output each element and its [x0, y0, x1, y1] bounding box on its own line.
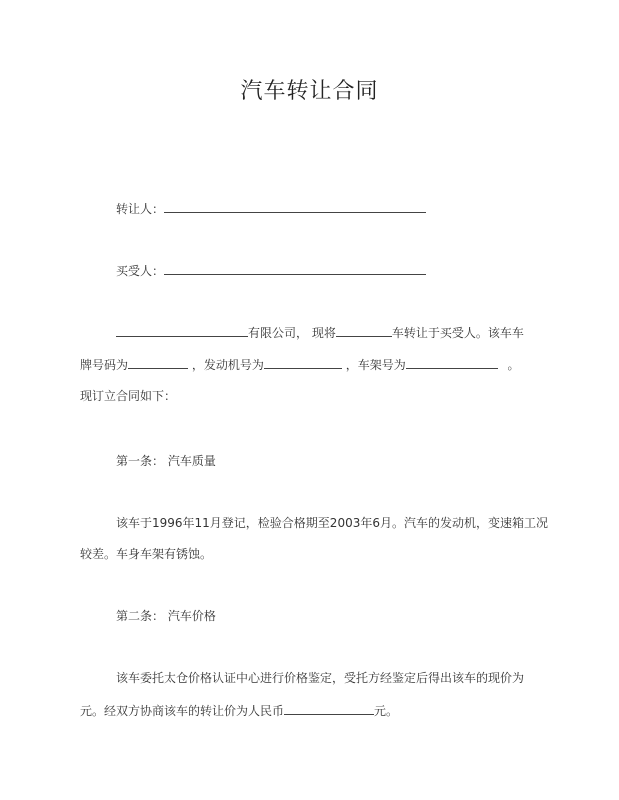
car-blank[interactable]: [336, 324, 392, 337]
transferee-blank[interactable]: [164, 262, 426, 275]
intro-text: ，车架号为: [345, 358, 406, 372]
transferor-label: 转让人：: [116, 202, 165, 216]
intro-text: 有限公司， 现将: [248, 326, 336, 340]
article1-heading: 第一条： 汽车质量: [116, 454, 216, 468]
intro-line-3: 现订立合同如下：: [80, 389, 177, 403]
frame-number-blank[interactable]: [406, 356, 498, 369]
plate-number-blank[interactable]: [128, 356, 188, 369]
transferee-row: [116, 262, 426, 279]
price-blank[interactable]: [284, 702, 374, 715]
transferee-label: 买受人：: [116, 264, 165, 278]
transferor-row: [116, 200, 426, 217]
article2-line1: 该车委托太仓价格认证中心进行价格鉴定，受托方经鉴定后得出该车的现价为: [116, 671, 525, 685]
intro-text: ，发动机号为: [191, 358, 264, 372]
transferor-blank[interactable]: [164, 200, 426, 213]
company-blank[interactable]: [116, 324, 248, 337]
intro-text: 牌号码为: [80, 358, 129, 372]
article1-line1: 该车于1996年11月登记，检验合格期至2003年6月。汽车的发动机，变速箱工况: [116, 516, 548, 530]
intro-line-2: [80, 356, 520, 373]
article1-line2: 较差。车身车架有锈蚀。: [80, 547, 213, 561]
article2-text: 元。: [374, 704, 399, 718]
article2-heading: 第二条： 汽车价格: [116, 609, 216, 623]
intro-line-1: [116, 324, 524, 341]
article2-text: 元。经双方协商该车的转让价为人民币: [80, 704, 285, 718]
intro-text: 车转让于买受人。该车车: [391, 326, 524, 340]
intro-text: 。: [507, 358, 520, 372]
engine-number-blank[interactable]: [264, 356, 342, 369]
document-title: 汽车转让合同: [240, 79, 379, 104]
article2-line2: [80, 702, 398, 719]
